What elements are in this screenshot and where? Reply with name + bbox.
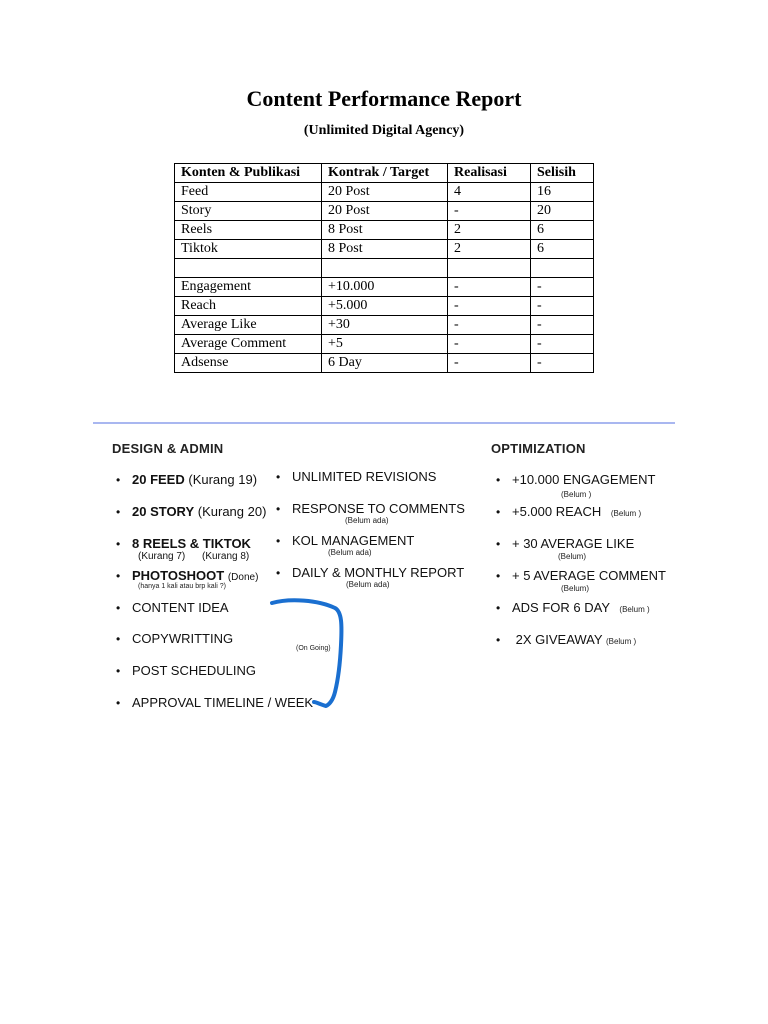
table-cell [322, 259, 448, 278]
bullet-icon: • [276, 470, 281, 484]
bullet-icon: • [276, 502, 281, 516]
comment-note: (Belum) [561, 584, 590, 593]
table-cell: Reach [175, 297, 322, 316]
table-row [175, 221, 594, 240]
table-cell: 6 [531, 240, 594, 259]
table-cell: - [448, 202, 531, 221]
bullet-icon: • [496, 537, 501, 551]
table-cell: Story [175, 202, 322, 221]
list-item-average-comment: • + 5 AVERAGE COMMENT [496, 568, 666, 583]
table-row [175, 335, 594, 354]
list-item-photoshoot: • PHOTOSHOOT (Done) [116, 568, 259, 583]
table-row [175, 183, 594, 202]
bullet-icon: • [276, 534, 281, 548]
report-title: Content Performance Report [246, 86, 522, 111]
tiktok-note: (Kurang 8) [202, 551, 250, 562]
bullet-icon: • [116, 696, 121, 710]
table-cell [175, 259, 322, 278]
table-cell: Tiktok [175, 240, 322, 259]
list-item-post-scheduling: • POST SCHEDULING [116, 663, 257, 678]
giveaway-note: (Belum ) [605, 637, 637, 646]
design-admin-heading: DESIGN & ADMIN [112, 441, 224, 456]
list-item-ads: • ADS FOR 6 DAY (Belum ) [496, 600, 650, 615]
table-cell: 6 Day [322, 354, 448, 373]
col-header-realisasi: Realisasi [448, 164, 531, 183]
ongoing-note: (On Going) [296, 645, 331, 652]
table-cell: 8 Post [322, 240, 448, 259]
bullet-icon: • [116, 664, 121, 678]
table-cell: Engagement [175, 278, 322, 297]
list-item-story: • 20 STORY (Kurang 20) [116, 504, 267, 519]
list-item-average-like: • + 30 AVERAGE LIKE [496, 536, 635, 551]
bullet-icon: • [116, 537, 121, 551]
col-header-konten: Konten & Publikasi [175, 164, 322, 183]
table-cell: Average Comment [175, 335, 322, 354]
table-cell: - [531, 278, 594, 297]
table-cell: Reels [175, 221, 322, 240]
bullet-icon: • [116, 473, 121, 487]
table-row [175, 354, 594, 373]
like-note: (Belum) [558, 552, 587, 561]
table-cell: 8 Post [322, 221, 448, 240]
table-cell: - [448, 278, 531, 297]
table-cell: +5.000 [322, 297, 448, 316]
table-cell: - [531, 297, 594, 316]
table-row [175, 278, 594, 297]
report-table [174, 163, 594, 373]
table-cell: Adsense [175, 354, 322, 373]
section-divider [93, 422, 675, 424]
list-item-unlimited-revisions: • UNLIMITED REVISIONS [276, 469, 437, 484]
reach-note: (Belum ) [610, 509, 642, 518]
table-cell: 20 Post [322, 183, 448, 202]
table-row [175, 297, 594, 316]
bullet-icon: • [496, 601, 501, 615]
report-subtitle: (Unlimited Digital Agency) [303, 123, 465, 138]
list-item-content-idea: • CONTENT IDEA [116, 600, 229, 615]
bullet-icon: • [116, 505, 121, 519]
table-cell [448, 259, 531, 278]
table-row [175, 259, 594, 278]
list-item-reels-tiktok: • 8 REELS & TIKTOK [116, 536, 251, 551]
table-cell: 16 [531, 183, 594, 202]
table-cell: - [531, 354, 594, 373]
list-item-giveaway: • 2X GIVEAWAY (Belum ) [496, 632, 637, 647]
bullet-icon: • [496, 505, 501, 519]
table-cell: 6 [531, 221, 594, 240]
table-cell: - [448, 354, 531, 373]
col-header-kontrak: Kontrak / Target [322, 164, 448, 183]
report-note: (Belum ada) [346, 580, 390, 589]
optimization-heading: OPTIMIZATION [491, 441, 586, 456]
bullet-icon: • [116, 601, 121, 615]
table-cell: Average Like [175, 316, 322, 335]
table-cell: +30 [322, 316, 448, 335]
bullet-icon: • [496, 569, 501, 583]
list-item-kol-management: • KOL MANAGEMENT [276, 533, 415, 548]
table-cell: 4 [448, 183, 531, 202]
table-cell: 20 Post [322, 202, 448, 221]
response-note: (Belum ada) [345, 516, 389, 525]
list-item-copywriting: • COPYWRITTING [116, 631, 234, 646]
list-item-daily-monthly-report: • DAILY & MONTHLY REPORT [276, 565, 465, 580]
col-header-selisih: Selisih [531, 164, 594, 183]
list-item-response-comments: • RESPONSE TO COMMENTS [276, 501, 465, 516]
list-item-approval: • APPROVAL TIMELINE / WEEK [116, 695, 314, 710]
bracket-stroke [272, 600, 341, 706]
table-row [175, 240, 594, 259]
photoshoot-note: (hanya 1 kali atau brp kali ?) [138, 583, 226, 590]
table-cell: - [448, 297, 531, 316]
list-item-reach: • +5.000 REACH (Belum ) [496, 504, 642, 519]
table-cell: +10.000 [322, 278, 448, 297]
table-cell: - [448, 316, 531, 335]
table-header-row [175, 164, 594, 183]
table-cell: - [531, 316, 594, 335]
bullet-icon: • [276, 566, 281, 580]
table-cell: - [448, 335, 531, 354]
bullet-icon: • [496, 473, 501, 487]
table-row [175, 316, 594, 335]
engagement-note: (Belum ) [561, 490, 592, 499]
table-row [175, 202, 594, 221]
ads-note: (Belum ) [619, 605, 650, 614]
list-item-engagement: • +10.000 ENGAGEMENT [496, 472, 656, 487]
table-cell: - [531, 335, 594, 354]
table-cell: 20 [531, 202, 594, 221]
table-cell: +5 [322, 335, 448, 354]
reels-note: (Kurang 7) [138, 551, 186, 562]
table-cell: Feed [175, 183, 322, 202]
list-item-feed: • 20 FEED (Kurang 19) [116, 472, 258, 487]
bullet-icon: • [116, 569, 121, 583]
bullet-icon: • [116, 632, 121, 646]
table-cell: 2 [448, 240, 531, 259]
kol-note: (Belum ada) [328, 548, 372, 557]
table-cell: 2 [448, 221, 531, 240]
table-cell [531, 259, 594, 278]
bullet-icon: • [496, 633, 501, 647]
